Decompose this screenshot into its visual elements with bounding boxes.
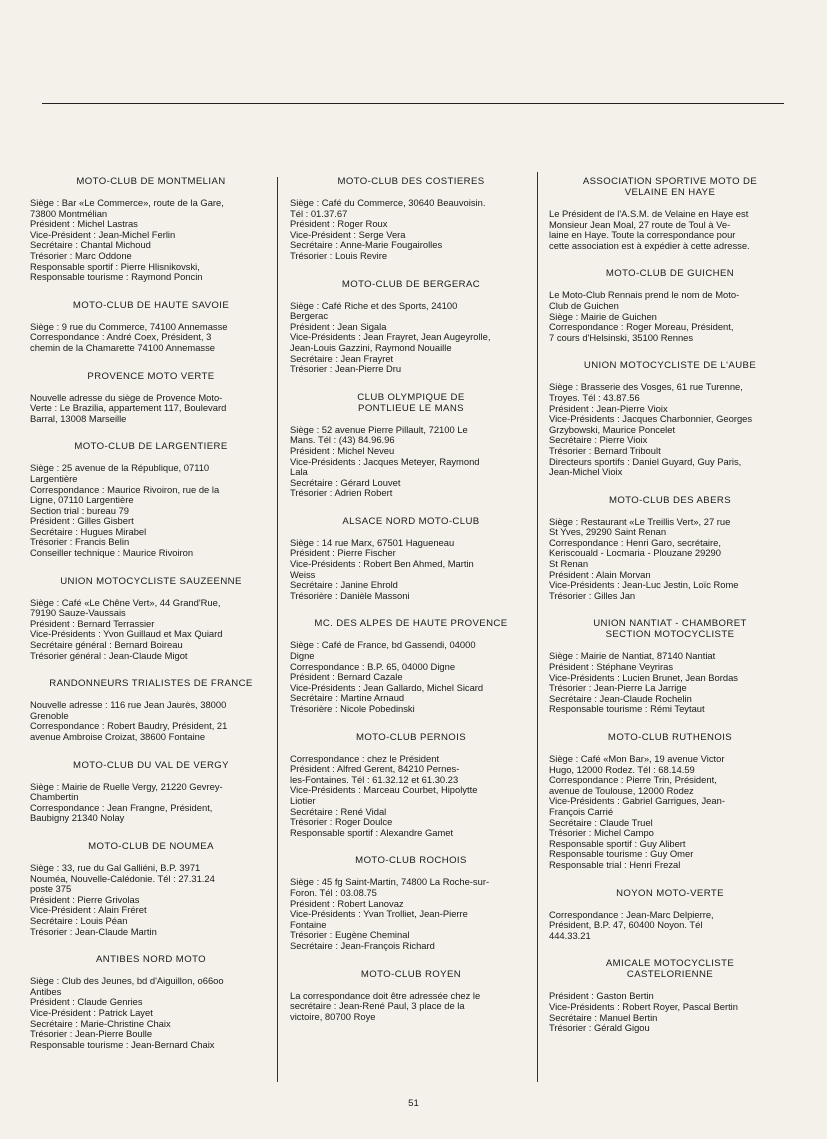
- club-title: [30, 841, 272, 852]
- detail-line: Vice-Présidents : Marceau Courbet, Hipolytte: [290, 784, 478, 796]
- detail-line: Correspondance : B.P. 65, 04000 Digne: [290, 660, 456, 672]
- detail-line: Troyes. Tél : 43.87.56: [549, 391, 640, 403]
- detail-line: Correspondance : André Coex, Président, 3: [30, 331, 212, 343]
- detail-line: Correspondance : Maurice Rivoiron, rue de la: [30, 483, 220, 495]
- club-entry: [549, 495, 791, 602]
- detail-line: Trésorier : Jean-Pierre Dru: [290, 363, 402, 375]
- club-title-line: PROVENCE MOTO VERTE: [87, 370, 215, 382]
- club-details: [290, 877, 532, 951]
- detail-line: Secrétaire : Jean-François Richard: [290, 939, 435, 951]
- club-title: [549, 732, 791, 743]
- club-title-line: RANDONNEURS TRIALISTES DE FRANCE: [49, 678, 253, 690]
- club-title-line: CLUB OLYMPIQUE DE: [357, 391, 465, 403]
- detail-line: poste 375: [30, 883, 72, 895]
- detail-line: Vice-Présidents : Robert Royer, Pascal Bertin: [549, 1000, 738, 1012]
- detail-line: Siège : 9 rue du Commerce, 74100 Annemasse: [30, 320, 228, 332]
- detail-line: Barral, 13008 Marseille: [30, 412, 127, 424]
- club-entry: [549, 360, 791, 477]
- detail-line: Secrétaire : Pierre Vioix: [549, 434, 648, 446]
- club-title-line: CASTELORIENNE: [626, 969, 714, 981]
- detail-line: Responsable tourisme : Raymond Poncin: [30, 271, 203, 283]
- detail-line: Trésorière : Danièle Massoni: [290, 589, 410, 601]
- club-title: [549, 495, 791, 506]
- detail-line: 73800 Montmélian: [30, 207, 108, 219]
- detail-line: Trésorière : Nicole Pobedinski: [290, 703, 415, 714]
- club-title: [290, 176, 532, 187]
- detail-line: Responsable tourisme : Rémi Teytaut: [549, 703, 705, 715]
- detail-line: Foron. Tél : 03.08.75: [290, 886, 377, 898]
- detail-line: Trésorier : Adrien Robert: [290, 487, 393, 499]
- detail-line: Mans. Tél : (43) 84.96.96: [290, 434, 395, 446]
- club-title: [30, 176, 272, 187]
- detail-line: les-Fontaines. Tél : 61.32.12 et 61.30.23: [290, 773, 459, 785]
- club-entry: [30, 441, 272, 558]
- detail-line: St Renan: [549, 558, 589, 570]
- detail-line: Tél : 01.37.67: [290, 207, 348, 219]
- club-title-line: MOTO-CLUB DU VAL DE VERGY: [73, 759, 229, 771]
- detail-line: Vice-Présidents : Jacques Charbonnier, Georges: [549, 413, 753, 425]
- detail-line: Trésorier : Louis Revire: [290, 249, 388, 261]
- detail-line: Club de Guichen: [549, 299, 619, 311]
- club-title-line: MOTO-CLUB DE MONTMELIAN: [76, 176, 226, 187]
- club-details: [290, 754, 532, 839]
- detail-line: cette association est à expédier à cette adresse.: [549, 239, 750, 251]
- club-title-line: MOTO-CLUB DE GUICHEN: [605, 268, 735, 280]
- detail-line: Responsable tourisme : Guy Omer: [549, 848, 694, 860]
- club-title: [549, 268, 791, 279]
- club-details: [549, 991, 791, 1033]
- detail-line: Siège : Mairie de Ruelle Vergy, 21220 Gevrey-: [30, 780, 223, 792]
- club-title: [30, 371, 272, 382]
- detail-line: Trésorier : Roger Doulce: [290, 816, 393, 828]
- detail-line: Correspondance : chez le Président: [290, 752, 440, 764]
- club-title-line: MOTO-CLUB DE LARGENTIERE: [74, 441, 228, 453]
- detail-line: Responsable sportif : Guy Alibert: [549, 837, 686, 849]
- club-title: [30, 760, 272, 771]
- club-title-line: MOTO-CLUB DE BERGERAC: [341, 278, 481, 290]
- detail-line: Responsable trial : Henri Frezal: [549, 858, 681, 870]
- detail-line: Jean-Louis Gazzini, Raymond Nouaille: [290, 341, 452, 353]
- detail-line: Président : Alain Morvan: [549, 568, 651, 580]
- club-title: [30, 441, 272, 452]
- club-title: [290, 732, 532, 743]
- detail-line: Liotier: [290, 794, 316, 806]
- detail-line: 7 cours d'Helsinski, 35100 Rennes: [549, 331, 694, 343]
- column-divider: [277, 177, 278, 1082]
- detail-line: 79190 Sauze-Vaussais: [30, 607, 126, 619]
- club-details: [30, 393, 272, 425]
- detail-line: Correspondance : Jean Frangne, Président,: [30, 801, 213, 813]
- detail-line: Fontaine: [290, 918, 327, 930]
- club-entry: [549, 618, 791, 715]
- detail-line: Président : Roger Roux: [290, 218, 388, 230]
- detail-line: Chambertin: [30, 791, 79, 803]
- detail-line: Président, B.P. 47, 60400 Noyon. Tél: [549, 919, 703, 931]
- detail-line: Vice-Présidents : Robert Ben Ahmed, Martin: [290, 558, 474, 570]
- club-title: [549, 958, 791, 980]
- detail-line: Responsable sportif : Alexandre Gamet: [290, 826, 454, 838]
- detail-line: Président : Jean-Pierre Vioix: [549, 402, 668, 414]
- club-title-line: MOTO-CLUB DES COSTIERES: [337, 176, 485, 187]
- club-title: [290, 969, 532, 980]
- detail-line: Siège : Café «Mon Bar», 19 avenue Victor: [549, 753, 725, 764]
- column-left: [30, 176, 272, 1067]
- club-title: [30, 300, 272, 311]
- club-title: [290, 516, 532, 527]
- detail-line: Ligne, 07110 Largentière: [30, 494, 134, 506]
- club-entry: [549, 176, 791, 251]
- detail-line: Conseiller technique : Maurice Rivoiron: [30, 547, 194, 559]
- detail-line: Secrétaire général : Bernard Boireau: [30, 639, 183, 651]
- detail-line: Jean-Michel Vioix: [549, 466, 623, 478]
- detail-line: laine en Haye. Toute la correspondance pour: [549, 229, 736, 241]
- club-title: [549, 888, 791, 899]
- detail-line: Vice-Présidents : Lucien Brunet, Jean Bordas: [549, 671, 738, 683]
- club-entry: [290, 392, 532, 499]
- detail-line: Président : Claude Genries: [30, 996, 143, 1008]
- detail-line: Trésorier général : Jean-Claude Migot: [30, 649, 188, 661]
- club-details: [30, 863, 272, 937]
- club-details: [30, 598, 272, 662]
- club-entry: [290, 279, 532, 375]
- club-details: [549, 209, 791, 251]
- detail-line: Hugo, 12000 Rodez. Tél : 68.14.59: [549, 763, 695, 775]
- detail-line: Secrétaire : René Vidal: [290, 805, 387, 817]
- detail-line: Siège : 52 avenue Pierre Pillault, 72100 Le: [290, 423, 468, 435]
- club-entry: [290, 855, 532, 951]
- detail-line: Nouvelle adresse : 116 rue Jean Jaurès, 38000: [30, 699, 227, 711]
- club-details: [30, 700, 272, 742]
- club-title-line: MOTO-CLUB RUTHENOIS: [607, 732, 733, 743]
- detail-line: Siège : 25 avenue de la République, 07110: [30, 462, 210, 474]
- detail-line: Trésorier : Jean-Claude Martin: [30, 925, 157, 937]
- detail-line: Nouvelle adresse du siège de Provence Moto-: [30, 391, 223, 403]
- detail-line: Siège : Restaurant «Le Treillis Vert», 27 rue: [549, 515, 731, 527]
- detail-line: Président : Alfred Gerent, 84210 Pernes-: [290, 763, 460, 775]
- detail-line: Weiss: [290, 568, 316, 580]
- club-entry: [290, 516, 532, 602]
- club-entry: [30, 176, 272, 283]
- club-title: [30, 576, 272, 587]
- detail-line: Section trial : bureau 79: [30, 504, 130, 516]
- detail-line: Vice-Présidents : Jean-Luc Jestin, Loïc Rome: [549, 579, 739, 591]
- detail-line: Largentière: [30, 472, 78, 484]
- top-rule: [42, 103, 784, 104]
- detail-line: Vice-Présidents : Gabriel Garrigues, Jean-: [549, 795, 725, 807]
- detail-line: Secrétaire : Anne-Marie Fougairolles: [290, 239, 443, 251]
- club-title: [549, 618, 791, 640]
- detail-line: Correspondance : Roger Moreau, Président,: [549, 321, 734, 333]
- club-details: [30, 976, 272, 1050]
- club-details: [30, 782, 272, 824]
- detail-line: secrétaire : Jean-René Paul, 3 place de la: [290, 1000, 465, 1012]
- detail-line: Trésorier : Francis Belin: [30, 536, 130, 548]
- detail-line: Siège : 33, rue du Gal Galliéni, B.P. 3971: [30, 861, 201, 873]
- club-details: [549, 651, 791, 715]
- detail-line: Président : Bernard Terrassier: [30, 617, 155, 629]
- detail-line: Président : Jean Sigala: [290, 320, 387, 332]
- column-right: [549, 176, 791, 1051]
- club-entry: [549, 268, 791, 343]
- club-title-line: MOTO-CLUB ROCHOIS: [355, 855, 467, 867]
- club-title-line: PONTLIEUE LE MANS: [358, 402, 464, 414]
- detail-line: Vice-Président : Serge Vera: [290, 228, 406, 240]
- club-entry: [290, 176, 532, 262]
- detail-line: Siège : Café Riche et des Sports, 24100: [290, 299, 458, 311]
- detail-line: Président : Pierre Grivolas: [30, 893, 140, 905]
- detail-line: Le Moto-Club Rennais prend le nom de Moto-: [549, 289, 740, 301]
- column-divider: [537, 172, 538, 1082]
- column-middle: [290, 176, 532, 1039]
- detail-line: Président : Gilles Gisbert: [30, 515, 134, 527]
- club-title: [549, 360, 791, 371]
- detail-line: Vice-Président : Alain Fréret: [30, 904, 147, 916]
- detail-line: Vice-Présidents : Jacques Meteyer, Raymond: [290, 455, 480, 467]
- detail-line: Siège : 14 rue Marx, 67501 Hagueneau: [290, 536, 455, 548]
- club-details: [549, 290, 791, 343]
- detail-line: Secrétaire : Louis Péan: [30, 914, 128, 926]
- detail-line: Trésorier : Marc Oddone: [30, 249, 132, 261]
- detail-line: Siège : Café du Commerce, 30640 Beauvoisin.: [290, 197, 486, 208]
- club-title-line: MOTO-CLUB ROYEN: [360, 968, 462, 980]
- detail-line: Verte : Le Brazilia, appartement 117, Boulevard: [30, 402, 227, 414]
- detail-line: Secrétaire : Chantal Michoud: [30, 239, 151, 251]
- detail-line: Siège : 45 fg Saint-Martin, 74800 La Roche-sur-: [290, 876, 490, 888]
- club-title-line: VELAINE EN HAYE: [624, 187, 716, 198]
- detail-line: Siège : Club des Jeunes, bd d'Aiguillon, o66oo: [30, 975, 224, 987]
- detail-line: Secrétaire : Claude Truel: [549, 816, 653, 828]
- club-entry: [30, 300, 272, 354]
- detail-line: Président : Pierre Fischer: [290, 547, 396, 559]
- detail-line: Trésorier : Jean-Pierre La Jarrige: [549, 682, 687, 694]
- club-details: [30, 463, 272, 558]
- detail-line: Trésorier : Gérald Gigou: [549, 1022, 650, 1034]
- detail-line: Président : Michel Neveu: [290, 444, 395, 456]
- detail-line: Le Président de l'A.S.M. de Velaine en Haye est: [549, 208, 749, 219]
- club-details: [290, 991, 532, 1023]
- club-title-line: SECTION MOTOCYCLISTE: [605, 629, 735, 641]
- club-entry: [30, 371, 272, 425]
- detail-line: Trésorier : Bernard Triboult: [549, 444, 661, 456]
- club-title: [549, 176, 791, 198]
- detail-line: Responsable sportif : Pierre Hlisnikovski,: [30, 260, 200, 272]
- detail-line: Correspondance : Robert Baudry, Président, 21: [30, 720, 228, 732]
- detail-line: Siège : Mairie de Nantiat, 87140 Nantiat: [549, 650, 716, 662]
- detail-line: Secrétaire : Manuel Bertin: [549, 1011, 658, 1023]
- club-entry: [30, 576, 272, 662]
- detail-line: Secrétaire : Jean Frayret: [290, 352, 394, 364]
- detail-line: Vice-Président : Jean-Michel Ferlin: [30, 228, 176, 240]
- detail-line: Président : Robert Lanovaz: [290, 897, 404, 909]
- club-title: [30, 678, 272, 689]
- club-entry: [290, 618, 532, 714]
- detail-line: St Yves, 29290 Saint Renan: [549, 526, 667, 538]
- detail-line: Vice-Présidents : Jean Gallardo, Michel Sicard: [290, 681, 484, 693]
- detail-line: 444.33.21: [549, 929, 591, 941]
- club-details: [290, 425, 532, 499]
- detail-line: Secrétaire : Hugues Mirabel: [30, 525, 147, 537]
- detail-line: Secrétaire : Marie-Christine Chaix: [30, 1017, 171, 1029]
- detail-line: Correspondance : Jean-Marc Delpierre,: [549, 908, 714, 920]
- detail-line: Digne: [290, 650, 315, 662]
- club-title-line: UNION MOTOCYCLISTE DE L'AUBE: [583, 360, 757, 372]
- detail-line: Monsieur Jean Moal, 27 route de Toul à Ve-: [549, 218, 731, 230]
- detail-line: Secrétaire : Martine Arnaud: [290, 692, 405, 704]
- detail-line: avenue de Toulouse, 12000 Rodez: [549, 784, 694, 796]
- club-title-line: MOTO-CLUB DE NOUMEA: [88, 840, 214, 852]
- club-details: [290, 640, 532, 714]
- detail-line: Directeurs sportifs : Daniel Guyard, Guy Paris,: [549, 455, 742, 467]
- club-title-line: ASSOCIATION SPORTIVE MOTO DE: [582, 176, 758, 187]
- detail-line: Antibes: [30, 985, 62, 997]
- detail-line: Grenoble: [30, 709, 69, 721]
- detail-line: avenue Ambroise Croizat, 38600 Fontaine: [30, 731, 206, 742]
- club-entry: [549, 732, 791, 871]
- club-details: [290, 301, 532, 375]
- club-title: [290, 618, 532, 629]
- detail-line: Correspondance : Pierre Trin, Président,: [549, 774, 717, 786]
- club-title-line: ANTIBES NORD MOTO: [95, 954, 207, 966]
- detail-line: Bergerac: [290, 310, 329, 322]
- club-details: [30, 198, 272, 283]
- detail-line: Président : Stéphane Veyriras: [549, 661, 674, 673]
- detail-line: Keriscouald - Locmaria - Plouzane 29290: [549, 547, 721, 559]
- detail-line: Secrétaire : Janine Ehrold: [290, 579, 398, 591]
- detail-line: Président : Bernard Cazale: [290, 671, 403, 683]
- detail-line: Trésorier : Eugène Cheminal: [290, 929, 410, 941]
- club-title-line: ALSACE NORD MOTO-CLUB: [342, 515, 480, 527]
- club-details: [30, 322, 272, 354]
- detail-line: Trésorier : Gilles Jan: [549, 589, 636, 601]
- club-details: [290, 538, 532, 602]
- detail-line: Lala: [290, 466, 308, 478]
- club-title-line: MOTO-CLUB PERNOIS: [355, 731, 467, 743]
- detail-line: Baubigny 21340 Nolay: [30, 812, 125, 824]
- club-title: [290, 855, 532, 866]
- detail-line: Trésorier : Jean-Pierre Boulle: [30, 1028, 153, 1040]
- detail-line: La correspondance doit être adressée chez le: [290, 989, 481, 1001]
- club-title: [290, 392, 532, 414]
- club-details: [549, 910, 791, 942]
- detail-line: Secrétaire : Jean-Claude Rochelin: [549, 692, 692, 704]
- detail-line: victoire, 80700 Roye: [290, 1010, 376, 1022]
- club-title-line: UNION NANTIAT - CHAMBORET: [593, 618, 747, 630]
- club-title-line: MC. DES ALPES DE HAUTE PROVENCE: [314, 618, 508, 630]
- detail-line: Vice-Présidents : Yvon Guillaud et Max Quiard: [30, 628, 223, 640]
- detail-line: Siège : Café «Le Chêne Vert», 44 Grand'Rue,: [30, 596, 221, 608]
- club-title: [30, 954, 272, 965]
- club-details: [549, 754, 791, 871]
- club-entry: [290, 732, 532, 839]
- club-details: [549, 382, 791, 477]
- club-title-line: AMICALE MOTOCYCLISTE: [605, 958, 735, 970]
- detail-line: Grzybowski, Maurice Poncelet: [549, 423, 676, 435]
- detail-line: Correspondance : Henri Garo, secrétaire,: [549, 536, 721, 548]
- club-entry: [549, 888, 791, 942]
- detail-line: Vice-Présidents : Jean Frayret, Jean Augeyrolle,: [290, 331, 491, 343]
- page-number: 51: [408, 1098, 419, 1109]
- club-details: [549, 517, 791, 602]
- club-title-line: MOTO-CLUB DES ABERS: [608, 494, 732, 506]
- detail-line: Nouméa, Nouvelle-Calédonie. Tél : 27.31.24: [30, 872, 215, 884]
- detail-line: Siège : Brasserie des Vosges, 61 rue Turenne,: [549, 381, 743, 393]
- detail-line: Vice-Présidents : Yvan Trolliet, Jean-Pierre: [290, 908, 468, 920]
- detail-line: Responsable tourisme : Jean-Bernard Chaix: [30, 1038, 215, 1050]
- club-title-line: MOTO-CLUB DE HAUTE SAVOIE: [72, 299, 230, 311]
- club-entry: [30, 841, 272, 937]
- club-details: [290, 198, 532, 262]
- detail-line: Trésorier : Michel Campo: [549, 827, 654, 839]
- detail-line: Président : Gaston Bertin: [549, 990, 654, 1002]
- detail-line: Vice-Président : Patrick Layet: [30, 1006, 153, 1018]
- club-title-line: UNION MOTOCYCLISTE SAUZEENNE: [60, 575, 242, 587]
- club-entry: [30, 954, 272, 1050]
- club-title: [290, 279, 532, 290]
- detail-line: Siège : Café de France, bd Gassendi, 04000: [290, 639, 476, 651]
- detail-line: chemin de la Chamarette 74100 Annemasse: [30, 341, 216, 353]
- club-entry: [290, 969, 532, 1023]
- detail-line: Siège : Mairie de Guichen: [549, 310, 657, 322]
- detail-line: François Carrié: [549, 805, 614, 817]
- club-title-line: NOYON MOTO-VERTE: [616, 887, 724, 899]
- detail-line: Président : Michel Lastras: [30, 218, 138, 230]
- club-entry: [30, 760, 272, 824]
- detail-line: Siège : Bar «Le Commerce», route de la Gare,: [30, 197, 224, 208]
- detail-line: Secrétaire : Gérard Louvet: [290, 476, 401, 488]
- club-entry: [549, 958, 791, 1033]
- club-entry: [30, 678, 272, 742]
